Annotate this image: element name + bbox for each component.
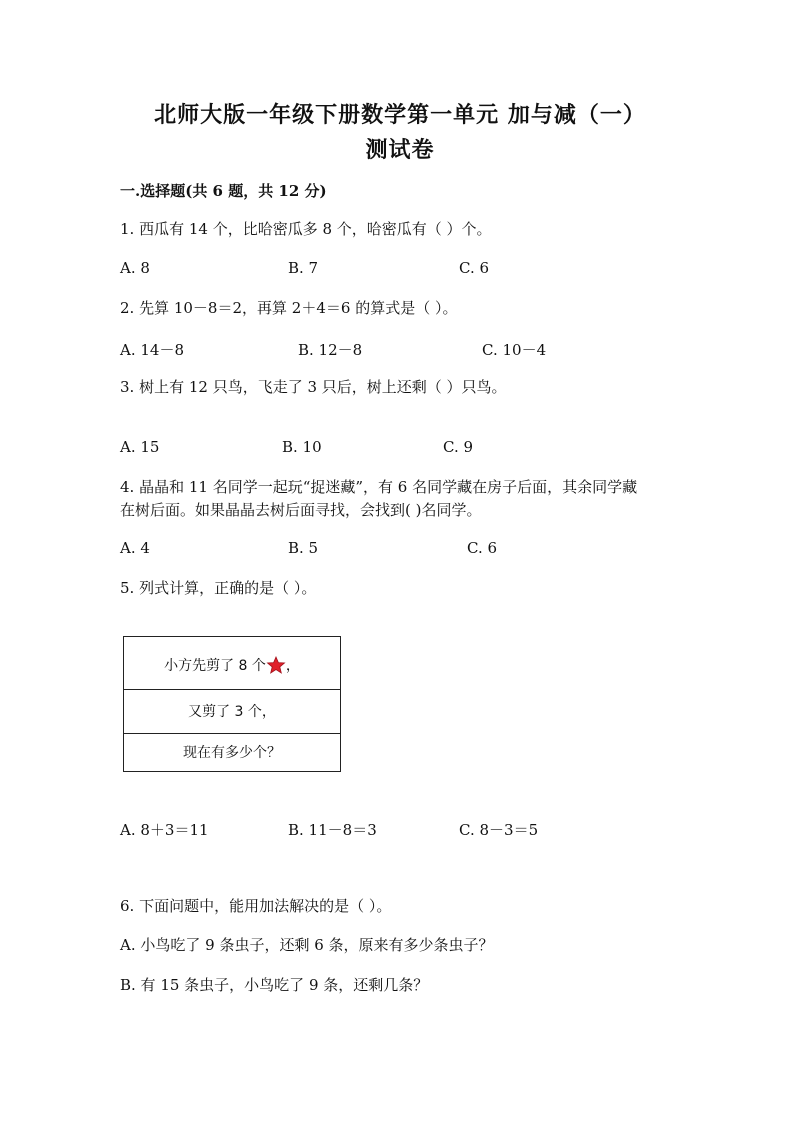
question-2-option-a[interactable]: A. 14－8 <box>120 341 184 359</box>
section-heading: 一.选择题(共 6 题，共 12 分) <box>120 182 327 200</box>
question-2-option-b[interactable]: B. 12－8 <box>298 341 363 359</box>
table-row-1 <box>124 641 340 690</box>
question-5-option-a[interactable]: A. 8＋3＝11 <box>120 821 209 839</box>
table-row-1-comma: ， <box>285 658 300 674</box>
question-2-stem: 2. 先算 10－8＝2，再算 2＋4＝6 的算式是（ ）。 <box>120 299 458 317</box>
page-subtitle: 测试卷 <box>365 137 435 163</box>
question-4-option-c[interactable]: C. 6 <box>467 539 498 557</box>
question-6-option-a[interactable]: A. 小鸟吃了 9 条虫子，还剩 6 条，原来有多少条虫子？ <box>120 936 494 954</box>
question-1-option-b[interactable]: B. 7 <box>288 259 319 277</box>
question-3-stem: 3. 树上有 12 只鸟，飞走了 3 只后，树上还剩（ ）只鸟。 <box>120 378 507 396</box>
question-1-option-a[interactable]: A. 8 <box>120 259 150 277</box>
star-icon <box>266 656 286 674</box>
page-title: 北师大版一年级下册数学第一单元 加与减（一） <box>154 102 646 128</box>
question-3-option-b[interactable]: B. 10 <box>282 438 322 456</box>
question-4-stem-line2: 在树后面。如果晶晶去树后面寻找，会找到( )名同学。 <box>120 501 482 519</box>
question-4-stem-line1: 4. 晶晶和 11 名同学一起玩“捉迷藏”，有 6 名同学藏在房子后面，其余同学藏 <box>120 478 638 496</box>
question-3-option-c[interactable]: C. 9 <box>443 438 474 456</box>
table-row-3 <box>124 733 340 771</box>
table-row-2-text: 又剪了 3 个， <box>188 704 276 720</box>
table-row-1-text: 小方先剪了 8 个 <box>164 658 266 674</box>
question-6-stem: 6. 下面问题中，能用加法解决的是（ ）。 <box>120 897 392 915</box>
question-3-option-a[interactable]: A. 15 <box>120 438 160 456</box>
table-row-3-text: 现在有多少个？ <box>183 745 281 761</box>
question-5-option-b[interactable]: B. 11－8＝3 <box>288 821 377 839</box>
question-1-stem: 1. 西瓜有 14 个，比哈密瓜多 8 个，哈密瓜有（ ）个。 <box>120 220 492 238</box>
question-4-option-a[interactable]: A. 4 <box>120 539 150 557</box>
question-5-stem: 5. 列式计算，正确的是（ ）。 <box>120 579 317 597</box>
table-row-2 <box>124 689 340 734</box>
question-6-option-b[interactable]: B. 有 15 条虫子，小鸟吃了 9 条，还剩几条？ <box>120 976 429 994</box>
question-2-option-c[interactable]: C. 10－4 <box>482 341 547 359</box>
question-5-table <box>123 636 341 772</box>
question-4-option-b[interactable]: B. 5 <box>288 539 319 557</box>
question-5-option-c[interactable]: C. 8－3＝5 <box>459 821 539 839</box>
question-1-option-c[interactable]: C. 6 <box>459 259 490 277</box>
